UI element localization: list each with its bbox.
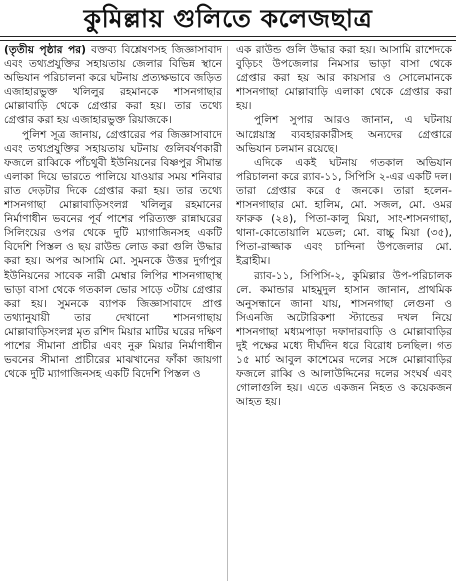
column-divider bbox=[227, 46, 228, 581]
right-paragraph: র‍্যাব-১১, সিপিসি-২, কুমিল্লার উপ-পরিচালক লে. কমান্ডার মাহমুদুল হাসান জানান, প্রাথমিক অনুসন্ধানে জানা যায়, শাসনগাছা লেগুনা ও সিএনজি অটোরিকশা স্ট্যান্ডের দখল নিয়ে শাসনগাছা মধ্যমপাড়া দফাদারবাড়ি ও মোল্লাবাড়ির দুই পক্ষের মধ্যে দীর্ঘদিন ধরে বিরোধ চলছিল। গত ১৫ মার্চ আবুল কাশেমের দলের সঙ্গে মোল্লাবাড়ির ফজলে রাব্বি ও আলাউদ্দিনের দলের সংঘর্ষ এবং গোলাগুলি হয়। এতে একজন নিহত ও কয়েকজন আহত হয়। bbox=[236, 269, 452, 409]
left-paragraph-first-text: বক্তব্য বিশ্লেষণসহ জিজ্ঞাসাবাদ এবং তথ্যপ্রযুক্তির সহায়তায় জেলার বিভিন্ন স্থানে অভিযান পরিচালনা করে ঘটনায় প্রত্যক্ষভাবে জড়িত এজাহারভুক্ত খলিলুর রহমানকে শাসনগাছার মোল্লাবাড়ি থেকে গ্রেপ্তার করা হয়। তার তথ্যে গ্রেপ্তার করা হয় এজাহারভুক্ত রিয়াজকে। bbox=[4, 44, 222, 127]
left-paragraph-first bbox=[4, 43, 222, 128]
right-column bbox=[236, 43, 452, 583]
headline-rule-bottom bbox=[0, 40, 456, 41]
right-paragraph: এদিকে একই ঘটনায় গতকাল অভিযান পরিচালনা করে র‍্যাব-১১, সিপিসি ২-এর একটি দল। তারা গ্রেপ্তার করে ৫ জনকে। তারা হলেন- শাসনগাছার মো. হালিম, মো. সজল, মো. ওমর ফারুক (২৪), পিতা-কালু মিয়া, সাং-শাসনগাছা, থানা-কোতোয়ালি মডেল; মো. বাচ্চু মিয়া (৩৫), পিতা-রাজ্জাক এবং চান্দিনা উপজেলার মো. ইব্রাহীম। bbox=[236, 156, 452, 268]
right-paragraph: এক রাউন্ড গুলি উদ্ধার করা হয়। আসামি রাশেদকে বুড়িচং উপজেলার নিমসার ভাড়া বাসা থেকে গ্রেপ্তার করা হয় আর কায়সার ও সোলেমানকে শাসনগাছা মোল্লাবাড়ি এলাকা থেকে গ্রেপ্তার করা হয়। bbox=[236, 44, 452, 113]
continuation-label: (তৃতীয় পৃষ্ঠার পর) bbox=[4, 44, 86, 56]
right-paragraph: পুলিশ সুপার আরও জানান, এ ঘটনায় আগ্নেয়াস্ত্র ব্যবহারকারীসহ অন্যদের গ্রেপ্তারে অভিযান চলমান রয়েছে। bbox=[236, 114, 452, 155]
headline-area bbox=[0, 0, 456, 38]
headline-rule-top bbox=[0, 36, 456, 37]
headline: কুমিল্লায় গুলিতে কলেজছাত্র bbox=[83, 4, 373, 33]
left-column bbox=[4, 43, 222, 583]
left-paragraph: পুলিশ সূত্র জানায়, গ্রেপ্তারের পর জিজ্ঞাসাবাদে এবং তথ্যপ্রযুক্তির সহায়তায় ঘটনায় গুলিবর্ষণকারী ফজলে রাব্বিকে পাঁচথুবী ইউনিয়নের বিষ্ণপুর সীমান্ত এলাকা দিয়ে ভারতে পালিয়ে যাওয়ার সময় শনিবার রাত দেড়টার দিকে গ্রেপ্তার করা হয়। তার তথ্যে শাসনগাছা মোল্লাবাড়িসংলগ্ন খলিলুর রহমানের নির্মাণাধীন ভবনের পূর্ব পাশের পরিত্যক্ত রান্নাঘরের সিলিংয়ের ওপর থেকে দুটি ম্যাগাজিনসহ একটি বিদেশি পিস্তল ও ছয় রাউন্ড লোড করা গুলি উদ্ধার করা হয়। অপর আসামি মো. সুমনকে উত্তর দুর্গাপুর ইউনিয়নের সাবেক নারী মেম্বার লিপির শাসনগাছাস্থ ভাড়া বাসা থেকে গতকাল ভোর সাড়ে ৩টায় গ্রেপ্তার করা হয়। সুমনকে ব্যাপক জিজ্ঞাসাবাদে প্রাপ্ত তথ্যানুযায়ী তার দেখানো শাসনগাছায় মোল্লাবাড়িসংলগ্ন মৃত রশিদ মিয়ার মাটির ঘরের দক্ষিণ পাশের সীমানা প্রাচীর এবং নুরু মিয়ার নির্মাণাধীন ভবনের সীমানা প্রাচীরের মাঝখানের ফাঁকা জায়গা থেকে দুটি ম্যাগাজিনসহ একটি বিদেশি পিস্তল ও bbox=[4, 128, 222, 381]
